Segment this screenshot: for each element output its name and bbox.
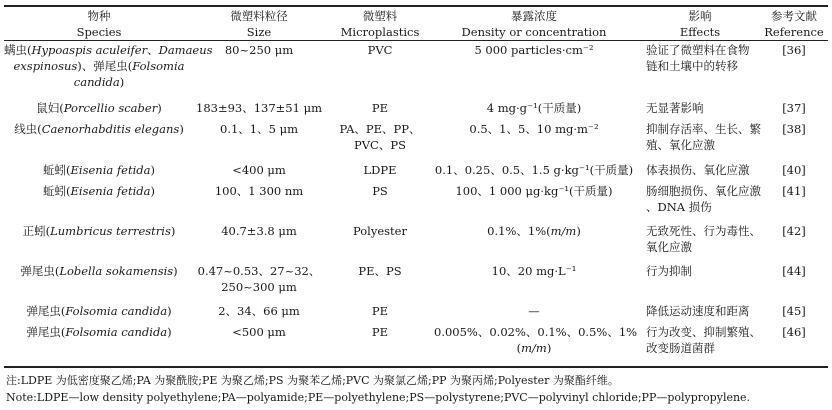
bottom-rule: [4, 366, 828, 368]
cell-species: [4, 183, 194, 199]
cell-line: 肠细胞损伤、氧化应激: [646, 184, 761, 198]
cell-conc: [434, 100, 634, 116]
cell-effects: [646, 100, 762, 116]
cell-size: [194, 223, 324, 239]
cell-line: [46]: [782, 325, 806, 339]
cell-line: LDPE: [363, 163, 397, 177]
cell-line: 弹尾虫(Folsomia candida): [26, 304, 172, 318]
cell-conc: [434, 42, 634, 58]
cell-line: 殖、氧化应激: [646, 138, 715, 152]
top-rule: [4, 5, 828, 7]
cell-conc: [434, 263, 634, 279]
cell-size: [194, 324, 324, 340]
header-effects-en: Effects: [679, 25, 721, 39]
header-species-zh: 物种: [87, 9, 111, 23]
cell-size: [194, 162, 324, 178]
cell-ref: [760, 183, 828, 199]
cell-line: 0.005%、0.02%、0.1%、0.5%、1%: [434, 325, 638, 339]
cell-line: 体表损伤、氧化应激: [646, 163, 750, 177]
cell-line: 250~300 μm: [221, 280, 297, 294]
note-zh: 注:LDPE 为低密度聚乙烯;PA 为聚酰胺;PE 为聚乙烯;PS 为聚苯乙烯;PVC 为聚氯乙烯;PP 为聚丙烯;Polyester 为聚酯纤维。: [6, 374, 619, 387]
cell-mp: [330, 303, 430, 319]
cell-mp: [330, 263, 430, 279]
cell-mp: [330, 183, 430, 199]
cell-ref: [760, 42, 828, 58]
cell-line: 改变肠道菌群: [646, 341, 715, 355]
cell-effects: [646, 263, 762, 279]
header-conc-en: Density or concentration: [461, 25, 607, 39]
cell-line: 线虫(Caenorhabditis elegans): [14, 122, 184, 136]
cell-line: 2、34、66 μm: [218, 304, 300, 318]
cell-line: 5 000 particles·cm⁻²: [474, 43, 594, 57]
cell-ref: [760, 303, 828, 319]
cell-line: [45]: [782, 304, 806, 318]
cell-line: PVC: [367, 43, 393, 57]
header-mp-en: Microplastics: [340, 25, 420, 39]
cell-line: <500 μm: [232, 325, 286, 339]
header-size-zh: 微塑料粒径: [230, 9, 288, 23]
cell-line: 0.5、1、5、10 mg·m⁻²: [469, 122, 599, 136]
header-rule: [4, 40, 828, 41]
cell-effects: [646, 183, 762, 215]
cell-line: 弹尾虫(Lobella sokamensis): [20, 264, 178, 278]
cell-line: PE、PS: [358, 264, 402, 278]
cell-species: [4, 42, 213, 90]
cell-line: 0.1%、1%(m/m): [487, 224, 581, 238]
cell-ref: [760, 324, 828, 340]
cell-line: (m/m): [516, 341, 552, 355]
header-ref-zh: 参考文献: [771, 9, 817, 23]
header-effects-zh: 影响: [688, 9, 712, 23]
cell-effects: [646, 303, 762, 319]
cell-mp: [330, 121, 430, 153]
cell-line: 正蚓(Lumbricus terrestris): [22, 224, 176, 238]
cell-line: 鼠妇(Porcellio scaber): [36, 101, 162, 115]
cell-line: 抑制存活率、生长、繁: [646, 122, 761, 136]
note-en: Note:LDPE—low density polyethylene;PA—polyamide;PE—polyethylene;PS—polystyrene;PVC—polyvinyl chloride;PP—polypropylene.: [6, 391, 751, 404]
cell-line: [42]: [782, 224, 806, 238]
header-mp: [330, 8, 430, 40]
cell-ref: [760, 100, 828, 116]
cell-ref: [760, 263, 828, 279]
cell-line: 无致死性、行为毒性、: [646, 224, 761, 238]
cell-effects: [646, 223, 762, 255]
cell-species: [4, 121, 194, 137]
cell-line: PA、PE、PP、: [339, 122, 421, 136]
cell-line: PE: [371, 304, 389, 318]
cell-effects: [646, 42, 762, 74]
cell-line: PS: [372, 184, 388, 198]
cell-line: [40]: [782, 163, 806, 177]
cell-size: [194, 100, 324, 116]
cell-line: PE: [371, 101, 389, 115]
cell-line: 行为抑制: [646, 264, 692, 278]
cell-conc: [434, 303, 634, 319]
cell-effects: [646, 324, 762, 356]
cell-effects: [646, 162, 762, 178]
cell-line: Polyester: [352, 224, 407, 238]
cell-line: [36]: [782, 43, 806, 57]
cell-size: [194, 183, 324, 199]
cell-size: [194, 42, 324, 58]
cell-line: <400 μm: [232, 163, 286, 177]
header-size-en: Size: [246, 25, 272, 39]
cell-mp: [330, 223, 430, 239]
cell-line: 100、1 000 μg·kg⁻¹(干质量): [455, 184, 613, 198]
cell-line: 、DNA 损伤: [646, 200, 712, 214]
cell-conc: [434, 121, 634, 137]
cell-line: 验证了微塑料在食物: [646, 43, 750, 57]
cell-line: 0.1、1、5 μm: [220, 122, 298, 136]
cell-line: 4 mg·g⁻¹(干质量): [486, 101, 582, 115]
cell-line: 蚯蚓(Eisenia fetida): [43, 163, 155, 177]
cell-size: [194, 303, 324, 319]
cell-line: 弹尾虫(Folsomia candida): [26, 325, 172, 339]
cell-line: exspinosus)、弹尾虫(Folsomia: [13, 59, 185, 73]
cell-line: 0.47~0.53、27~32、: [197, 264, 321, 278]
cell-species: [4, 223, 194, 239]
cell-line: [41]: [782, 184, 806, 198]
cell-mp: [330, 100, 430, 116]
header-conc-zh: 暴露浓度: [511, 9, 557, 23]
header-species-en: Species: [76, 25, 122, 39]
cell-line: 链和土壤中的转移: [646, 59, 738, 73]
header-conc: [434, 8, 634, 40]
cell-mp: [330, 162, 430, 178]
cell-line: 行为改变、抑制繁殖、: [646, 325, 761, 339]
cell-ref: [760, 162, 828, 178]
header-ref: [760, 8, 828, 40]
cell-mp: [330, 42, 430, 58]
cell-line: —: [528, 304, 540, 318]
cell-line: 80~250 μm: [224, 43, 294, 57]
cell-line: PE: [371, 325, 389, 339]
header-effects: [640, 8, 760, 40]
cell-ref: [760, 223, 828, 239]
cell-line: 氧化应激: [646, 240, 692, 254]
cell-line: [38]: [782, 122, 806, 136]
cell-species: [4, 263, 194, 279]
cell-species: [4, 100, 194, 116]
cell-conc: [434, 183, 634, 199]
cell-species: [4, 162, 194, 178]
cell-line: 0.1、0.25、0.5、1.5 g·kg⁻¹(干质量): [434, 163, 634, 177]
cell-line: PVC、PS: [354, 138, 406, 152]
cell-ref: [760, 121, 828, 137]
cell-species: [4, 324, 194, 340]
cell-effects: [646, 121, 762, 153]
cell-line: 40.7±3.8 μm: [221, 224, 297, 238]
cell-line: 10、20 mg·L⁻¹: [491, 264, 577, 278]
cell-line: 无显著影响: [646, 101, 704, 115]
cell-line: candida): [73, 75, 125, 89]
cell-size: [194, 121, 324, 137]
header-ref-en: Reference: [764, 25, 824, 39]
cell-line: [37]: [782, 101, 806, 115]
cell-conc: [434, 223, 634, 239]
header-species: [4, 8, 194, 40]
cell-line: 螨虫(Hypoaspis aculeifer、Damaeus: [4, 43, 213, 57]
cell-line: 降低运动速度和距离: [646, 304, 750, 318]
header-size: [194, 8, 324, 40]
cell-conc: [434, 324, 638, 356]
cell-mp: [330, 324, 430, 340]
cell-line: [44]: [782, 264, 806, 278]
cell-line: 183±93、137±51 μm: [196, 101, 322, 115]
cell-size: [194, 263, 324, 295]
cell-species: [4, 303, 194, 319]
cell-conc: [434, 162, 634, 178]
cell-line: 蚯蚓(Eisenia fetida): [43, 184, 155, 198]
header-mp-zh: 微塑料: [362, 9, 398, 23]
cell-line: 100、1 300 nm: [214, 184, 304, 198]
